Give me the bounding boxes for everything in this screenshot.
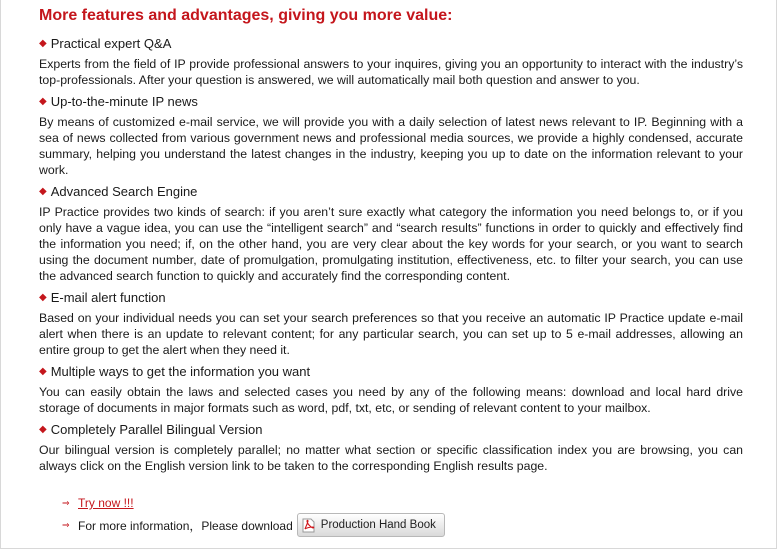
action-links (62, 494, 445, 536)
bullet-icon: ◆ (39, 186, 47, 197)
pdf-icon (302, 518, 315, 533)
feature-description: IP Practice provides two kinds of search: if you aren’t sure exactly what category the information you need belongs to, or if you only have a vague idea, you can use the “intelligent search” and “search results” functions in order to quickly and effectively find the information you need; if, on the other hand, you are very clear about the key words for your search, or you want to search using the document number, date of promulgation, promulgating institution, effectiveness, etc. to filter your search, you can use the advanced search function to quickly and accurately find the corresponding content. (39, 205, 743, 283)
bullet-icon: ◆ (39, 366, 47, 377)
feature-heading: Completely Parallel Bilingual Version (50, 422, 263, 437)
bullet-icon: ◆ (39, 96, 47, 107)
bullet-icon: ◆ (39, 38, 47, 49)
try-now-link[interactable]: Try now !!! (78, 496, 134, 510)
try-now-row (62, 494, 445, 512)
feature-description: You can easily obtain the laws and selected cases you need by any of the following means: download and local hard drive storage of documents in major formats such as word, pdf, txt, etc, or sending of relevant content to your mailbox. (39, 385, 743, 415)
feature-item (39, 364, 743, 416)
feature-heading: Multiple ways to get the information you want (50, 364, 311, 379)
feature-item (39, 36, 743, 88)
feature-description: Based on your individual needs you can set your search preferences so that you receive an automatic IP Practice update e-mail alert when there is an update to relevant content; for any particular search, you can set up to 5 e-mail addresses, allowing an entire group to get the alert when they need it. (39, 311, 743, 357)
feature-item (39, 290, 743, 358)
bullet-icon: ◆ (39, 292, 47, 303)
features-section (39, 6, 743, 480)
feature-heading: Practical expert Q&A (50, 36, 172, 51)
bullet-icon: ◆ (39, 424, 47, 435)
feature-item (39, 422, 743, 474)
handbook-download-button[interactable] (297, 513, 445, 537)
feature-description: Experts from the field of IP provide professional answers to your inquires, giving you an opportunity to interact with the industry’s top-professionals. After your question is answered, we will automatically mail both question and answer to you. (39, 57, 743, 87)
arrow-icon: ⇒ (62, 497, 70, 508)
feature-heading: Advanced Search Engine (50, 184, 198, 199)
handbook-button-label: Production Hand Book (320, 519, 436, 531)
feature-description: By means of customized e-mail service, we will provide you with a daily selection of latest news relevant to IP. Beginning with a sea of news collected from various government news and professional media sources, we provide a highly condensed, accurate summary, helping you understand the latest changes in the industry, keeping you up to date on the information relevant to your work. (39, 115, 743, 177)
arrow-icon: ⇒ (62, 519, 70, 530)
feature-description: Our bilingual version is completely parallel; no matter what section or specific classification index you are browsing, you can always click on the English version link to be taken to the corresponding English results page. (39, 443, 743, 473)
download-row (62, 514, 445, 536)
feature-heading: Up-to-the-minute IP news (50, 94, 198, 109)
download-prefix: For more information，Please download (78, 518, 293, 533)
feature-item (39, 94, 743, 178)
feature-item (39, 184, 743, 284)
page-title: More features and advantages, giving you more value: (39, 7, 453, 24)
feature-heading: E-mail alert function (50, 290, 166, 305)
